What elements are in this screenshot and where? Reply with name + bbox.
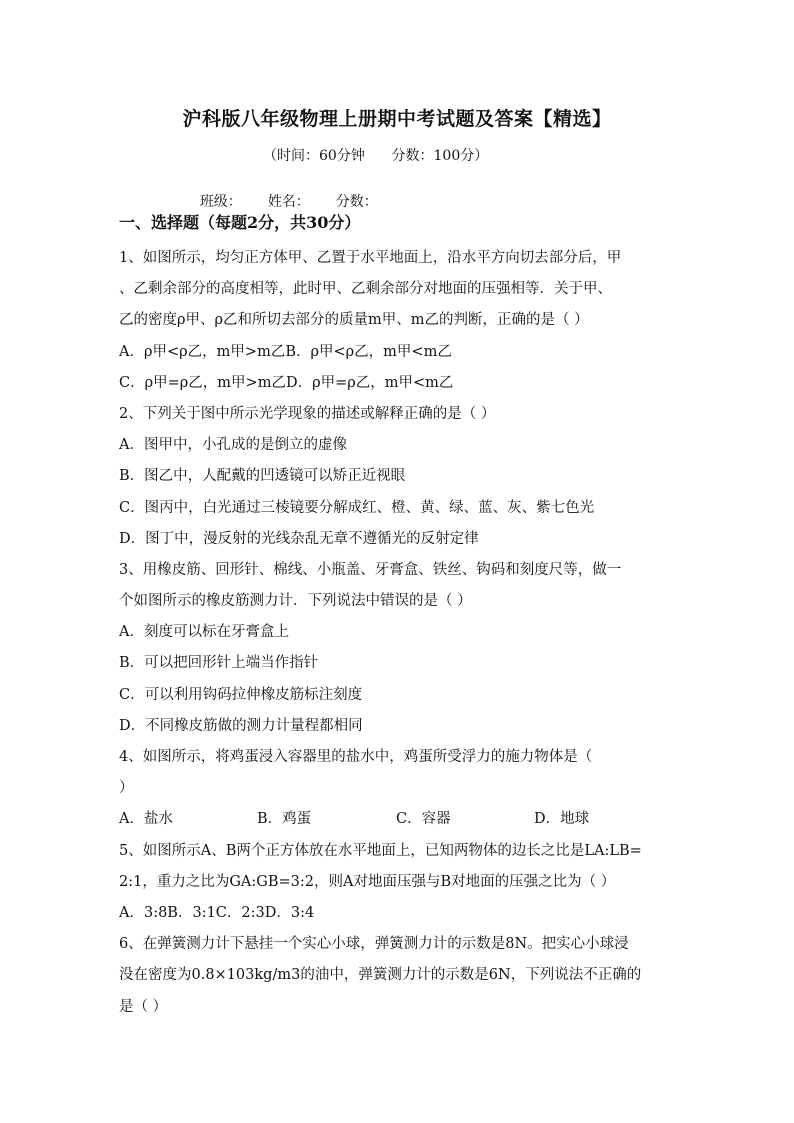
question-6	[119, 929, 679, 1023]
option-c: C．容器	[396, 811, 451, 828]
page-title: 沪科版八年级物理上册期中考试题及答案【精选】	[182, 108, 612, 130]
question-stem-line: 1、如图所示，均匀正方体甲、乙置于水平地面上，沿水平方向切去部分后，甲	[119, 250, 622, 266]
question-stem-line: 是（ ）	[119, 998, 168, 1015]
question-stem-line: 2:1，重力之比为GA:GB=3:2，则A对地面压强与B对地面的压强之比为（ ）	[119, 873, 616, 890]
option-a: A．刻度可以标在牙膏盒上	[119, 624, 289, 641]
question-stem-line: 个如图所示的橡皮筋测力计．下列说法中错误的是（ ）	[119, 593, 472, 610]
option-d: D．不同橡皮筋做的测力计量程都相同	[119, 717, 363, 734]
option-a-b: A．ρ甲<ρ乙，m甲>m乙B．ρ甲<ρ乙，m甲<m乙	[119, 343, 452, 360]
exam-time-score: （时间：60分钟 分数：100分）	[263, 148, 489, 164]
name-label: 姓名：	[267, 194, 310, 210]
option-b: B．图乙中，人配戴的凹透镜可以矫正近视眼	[119, 468, 406, 485]
option-a: A．盐水	[119, 811, 173, 828]
option-c-d: C．ρ甲=ρ乙，m甲>m乙D．ρ甲=ρ乙，m甲<m乙	[119, 374, 454, 391]
question-stem-line: 3、用橡皮筋、回形针、棉线、小瓶盖、牙膏盒、铁丝、钩码和刻度尺等，做一	[119, 561, 622, 578]
question-stem-line: ）	[119, 780, 134, 797]
question-5	[119, 836, 679, 930]
options-row: A．3:8B．3:1C．2:3D．3:4	[119, 904, 315, 921]
question-2	[119, 399, 679, 555]
score-label: 分数：	[335, 194, 378, 210]
question-4	[119, 742, 679, 836]
option-c: C．可以利用钩码拉伸橡皮筋标注刻度	[119, 686, 363, 703]
question-stem-line: 5、如图所示A、B两个正方体放在水平地面上，已知两物体的边长之比是LA:LB=	[119, 842, 642, 859]
option-a: A．图甲中，小孔成的是倒立的虚像	[119, 437, 347, 454]
question-3	[119, 555, 679, 742]
question-stem-line: 、乙剩余部分的高度相等，此时甲、乙剩余部分对地面的压强相等．关于甲、	[119, 281, 612, 298]
question-list	[119, 243, 679, 1023]
question-stem-line: 没在密度为0.8×103kg/m3的油中，弹簧测力计的示数是6N，下列说法不正确的	[119, 967, 642, 984]
question-1	[119, 243, 679, 399]
section-heading: 一、选择题（每题2分，共30分）	[119, 213, 361, 232]
question-stem: 2、下列关于图中所示光学现象的描述或解释正确的是（ ）	[119, 405, 496, 422]
option-d: D．图丁中，漫反射的光线杂乱无章不遵循光的反射定律	[119, 530, 479, 547]
option-b: B．鸡蛋	[257, 811, 312, 828]
question-stem-line: 6、在弹簧测力计下悬挂一个实心小球，弹簧测力计的示数是8N。把实心小球浸	[119, 936, 629, 953]
question-stem-line: 乙的密度ρ甲、ρ乙和所切去部分的质量m甲、m乙的判断，正确的是（ ）	[119, 312, 589, 329]
options-row	[119, 804, 679, 835]
option-c: C．图丙中，白光通过三棱镜要分解成红、橙、黄、绿、蓝、灰、紫七色光	[119, 499, 595, 516]
class-label: 班级：	[199, 194, 242, 210]
option-b: B．可以把回形针上端当作指针	[119, 655, 319, 672]
question-stem-line: 4、如图所示，将鸡蛋浸入容器里的盐水中，鸡蛋所受浮力的施力物体是（	[119, 749, 593, 765]
option-d: D．地球	[534, 811, 590, 828]
